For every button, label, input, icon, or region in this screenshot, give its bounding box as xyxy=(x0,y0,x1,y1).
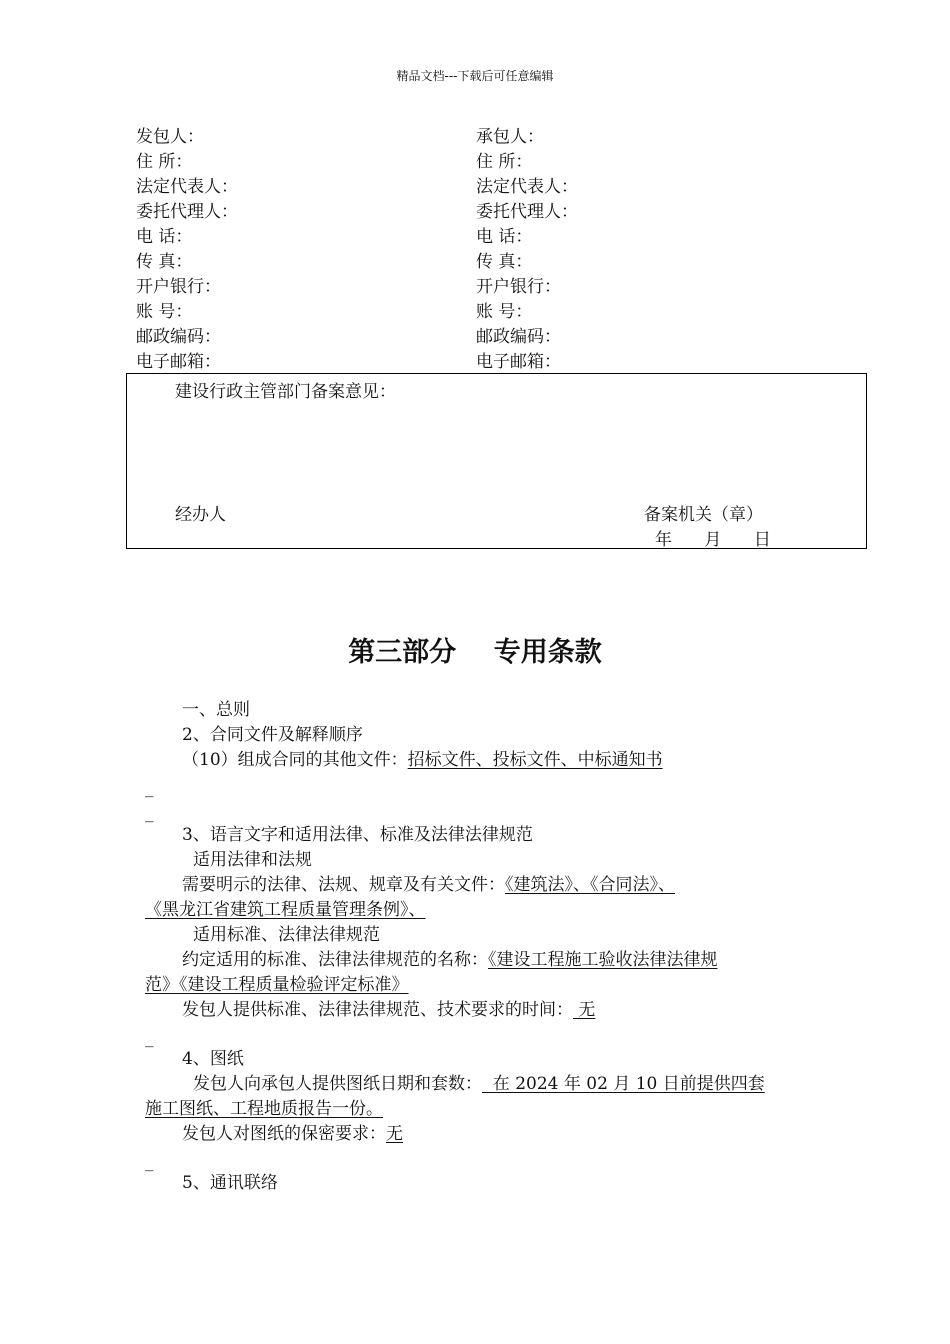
clause-4-secrecy-label: 发包人对图纸的保密要求： xyxy=(182,1124,386,1144)
clause-2-item-label: （10）组成合同的其他文件： xyxy=(182,750,408,770)
contractor-address-label: 住 所： xyxy=(476,152,533,172)
clause-3-subtitle-standards: 适用标准、法律法律规范 xyxy=(193,925,380,945)
clause-3-standards-value: 《建设工程施工验收法律法律规 xyxy=(488,950,718,970)
clause-5-title: 5、通讯联络 xyxy=(182,1173,278,1193)
clause-3-standards-value-cont: 范》《建设工程质量检验评定标准》 xyxy=(145,975,409,995)
clause-3-laws-value-cont: 《黑龙江省建筑工程质量管理条例》、 xyxy=(145,900,426,920)
clause-3-subtitle-laws: 适用法律和法规 xyxy=(193,850,312,870)
contractor-info xyxy=(476,125,578,375)
clause-3-standards xyxy=(182,948,718,973)
clause-general: 一、总则 xyxy=(182,700,250,720)
clause-3-laws xyxy=(182,873,675,898)
blank-mark: _ xyxy=(145,778,154,798)
contractor-email-label: 电子邮箱： xyxy=(476,352,561,372)
clause-3-time-label: 发包人提供标准、法律法律规范、技术要求的时间： xyxy=(182,1000,573,1020)
filing-date-label: 年 月 日 xyxy=(655,530,771,550)
clause-2-title: 2、合同文件及解释顺序 xyxy=(182,725,363,745)
handler-label: 经办人 xyxy=(175,505,226,525)
clause-4-title: 4、图纸 xyxy=(182,1049,244,1069)
blank-mark: _ xyxy=(145,1028,154,1048)
filing-opinion-label: 建设行政主管部门备案意见： xyxy=(175,382,396,402)
employer-info xyxy=(136,125,238,375)
contractor-account-label: 账 号： xyxy=(476,302,533,322)
blank-mark: _ xyxy=(145,803,154,823)
clause-4-supply xyxy=(193,1072,765,1097)
employer-phone-label: 电 话： xyxy=(136,227,193,247)
clause-3-laws-label: 需要明示的法律、法规、规章及有关文件： xyxy=(182,875,505,895)
clause-4-secrecy-value: 无 xyxy=(386,1124,403,1144)
clause-3-title: 3、语言文字和适用法律、标准及法律法律规范 xyxy=(182,825,533,845)
employer-postcode-label: 邮政编码： xyxy=(136,327,221,347)
employer-email-label: 电子邮箱： xyxy=(136,352,221,372)
clause-3-standards-label: 约定适用的标准、法律法律规范的名称： xyxy=(182,950,488,970)
contractor-label: 承包人： xyxy=(476,127,544,147)
clause-2-item-value: 招标文件、投标文件、中标通知书 xyxy=(407,750,663,770)
employer-address-label: 住 所： xyxy=(136,152,193,172)
employer-fax-label: 传 真： xyxy=(136,252,193,272)
employer-legal-rep-label: 法定代表人： xyxy=(136,177,238,197)
filing-opinion-box xyxy=(126,373,867,549)
clause-3-time xyxy=(182,998,595,1023)
contractor-legal-rep-label: 法定代表人： xyxy=(476,177,578,197)
clause-4-supply-value-cont: 施工图纸、工程地质报告一份。 xyxy=(145,1099,383,1119)
page-header: 精品文档---下载后可任意编辑 xyxy=(396,69,554,83)
employer-bank-label: 开户银行： xyxy=(136,277,221,297)
clause-4-supply-value: 在 2024 年 02 月 10 日前提供四套 xyxy=(482,1074,765,1094)
contractor-phone-label: 电 话： xyxy=(476,227,533,247)
contractor-bank-label: 开户银行： xyxy=(476,277,561,297)
contractor-postcode-label: 邮政编码： xyxy=(476,327,561,347)
contractor-fax-label: 传 真： xyxy=(476,252,533,272)
clause-3-time-value: 无 xyxy=(573,1000,596,1020)
contractor-agent-label: 委托代理人： xyxy=(476,202,578,222)
employer-agent-label: 委托代理人： xyxy=(136,202,238,222)
clause-4-supply-label: 发包人向承包人提供图纸日期和套数： xyxy=(193,1074,482,1094)
clause-2-item xyxy=(182,748,663,773)
filing-authority-label: 备案机关（章） xyxy=(644,505,763,525)
blank-mark: _ xyxy=(145,1152,154,1172)
clause-3-laws-value: 《建筑法》、《合同法》、 xyxy=(505,875,675,895)
employer-label: 发包人： xyxy=(136,127,204,147)
employer-account-label: 账 号： xyxy=(136,302,193,322)
section-title: 第三部分 专用条款 xyxy=(348,637,602,668)
clause-4-secrecy xyxy=(182,1122,403,1147)
